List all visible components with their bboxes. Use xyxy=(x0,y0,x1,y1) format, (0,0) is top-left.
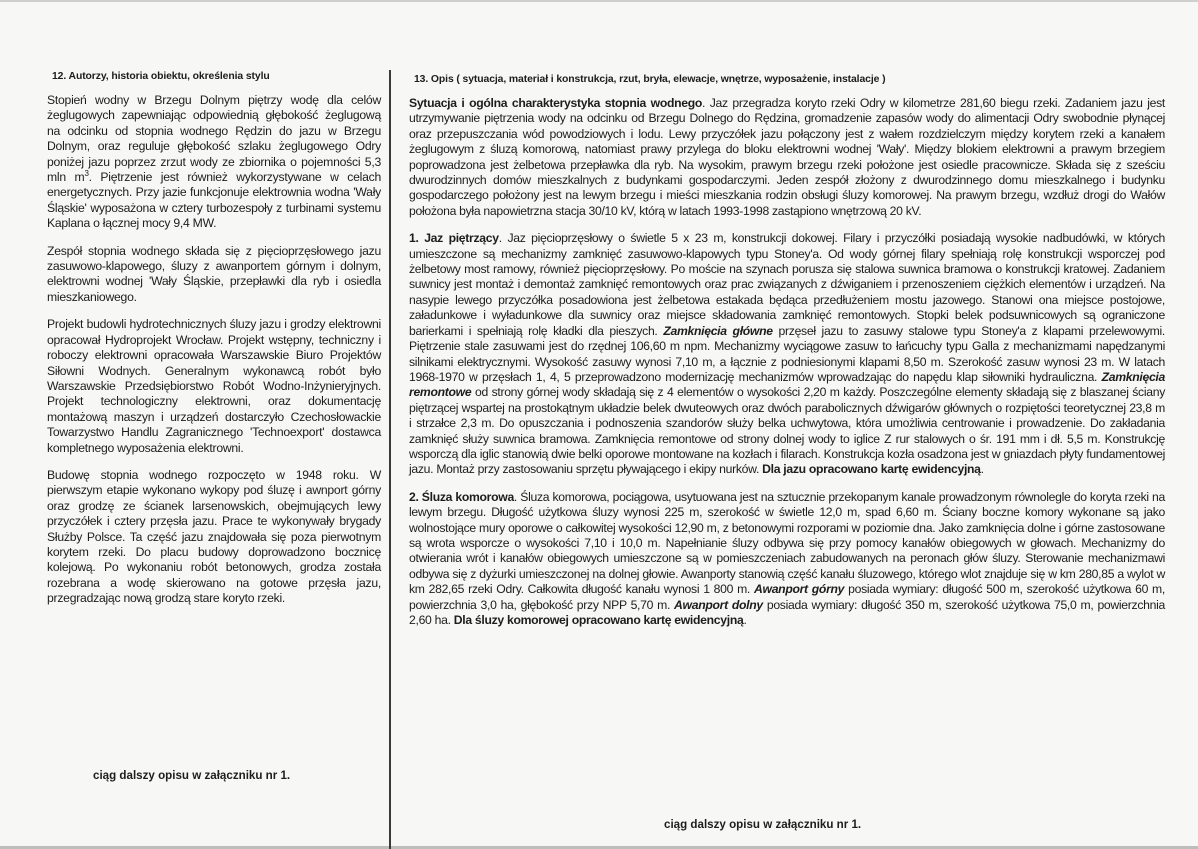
weir-text-1: . Jaz pięcioprzęsłowy o świetle 5 x 23 m, konstrukcji dokowej. Filary i przyczółki posiadają wysokie nadbudówki, w których umieszczone są mechanizmy zamknięć zasuwowo-klapowych typu Stoney'a. Od wody górnej filary spełniają rolę konstrukcji wsporczej pod żelbetowy most ramowy, również pięcioprzęsłowy. Po moście na szynach porusza się stalowa suwnica bramowa o konstrukcji kratowej. Zadaniem suwnicy jest montaż i demontaż zamknięć remontowych oraz prac związanych z dźwiganiem i przenoszeniem ciężkich elementów i urządzeń. Na nasypie lewego przyczółka posadowiona jest żelbetowa estakada będąca przedłużeniem mostu jazowego. Stanowi ona miejsce postojowe, załadunkowe i wyładunkowe dla suwnicy oraz miejsce składowania zamknięć remontowych. Stopki belek podsuwnicowych są ograniczone barierkami i spełniają rolę kładki dla pieszych. xyxy=(409,231,1165,338)
lock-closing: Dla śluzy komorowej opracowano kartę ewidencyjną xyxy=(453,613,744,627)
situation-paragraph xyxy=(409,96,1165,219)
right-continuation-note: ciąg dalszy opisu w załączniku nr 1. xyxy=(664,818,862,831)
section-13-heading: 13. Opis ( sytuacja, materiał i konstrukcja, rzut, bryła, elewacje, wnętrze, wyposażenie, instalacje ) xyxy=(414,74,886,85)
weir-repair-gates-term: Zamknięcia remontowe xyxy=(409,369,1165,400)
weir-closing: Dla jazu opracowano kartę ewidencyjną xyxy=(762,462,981,477)
history-paragraph-1-text-a: Stopień wodny w Brzegu Dolnym piętrzy wodę dla celów żeglugowych zapewniając odpowiednią głębokość żeglugową na odcinku od stopnia wodnego Rędzin do jazu w Brzegu Dolnym, oraz reguluje głębokość szlaku żeglugowego Odry poniżej jazu poprzez zrzut wody ze zbiornika o pojemności 5,3 mln m xyxy=(47,93,381,185)
lock-closing-end: . xyxy=(743,613,747,627)
lock-lower-harbour-term: Awanport dolny xyxy=(674,597,763,612)
history-paragraph-3: Projekt budowli hydrotechnicznych śluzy jazu i grodzy elektrowni opracował Hydroprojekt Wrocław. Projekt wstępny, techniczny i roboczy elektrowni opracowała Warszawskie Biuro Projektów Siłowni Wodnych. Generalnym wykonawcą robót było Warszawskie Przedsiębiorstwo Robót Wodno-Inżynieryjnych. Projekt technologiczny elektrowni, oraz dokumentację montażową maszyn i urządzeń dostarczyło Czechosłowackie Towarzystwo Handlu Zagranicznego 'Technoexport' dostawca kompletnego wyposażenia elektrowni. xyxy=(47,317,381,455)
lock-text-3: posiada wymiary: długość 350 m, szerokość użytkowa 75,0 m, powierzchnia 2,60 ha. xyxy=(409,597,1165,627)
weir-paragraph xyxy=(409,231,1165,478)
history-paragraph-1-text-b: . Piętrzenie jest również wykorzystywane w celach energetycznych. Przy jazie funkcjonuje elektrownia wodna 'Wały Śląskie' wyposażona w cztery turbozespoły z turbinami systemu Kaplana o łącznej mocy 9,4 MW. xyxy=(47,170,381,231)
situation-title: Sytuacja i ogólna charakterystyka stopnia wodnego xyxy=(409,96,703,110)
section-12-body xyxy=(47,93,381,619)
lock-upper-harbour-term: Awanport górny xyxy=(754,582,845,597)
section-13-body xyxy=(409,96,1165,640)
section-12-heading: 12. Autorzy, historia obiektu, określenia stylu xyxy=(52,71,270,82)
page-top-edge xyxy=(0,0,1198,2)
weir-title: 1. Jaz piętrzący xyxy=(409,231,499,246)
weir-text-3: od strony górnej wody składają się z 4 elementów o wysokości 2,20 m każdy. Poszczególne elementy składają się z blaszanej ściany piętrzącej wspartej na prostokątnym układzie belek dwuteowych oraz dwóch parabolicznych dźwigarów głównych o rozpiętości teoretycznej 23,8 m i strzałce 2,3 m. Do opuszczania i podnoszenia szandorów służy belka uchwytowa, która umożliwia centrowanie i prowadzenie. Do zakładania zamknięć służy suwnica bramowa. Zamknięcia remontowe od strony dolnej wody to iglice Z rur stalowych o śr. 191 mm i dł. 5,5 m. Konstrukcję wsporczą dla iglic stanowią dwie belki oporowe montowane na kozłach i filarach. Konstrukcja kozła osadzona jest w gniazdach płyty fundamentowej jazu. Montaż przy zastosowaniu sprzętu pływającego i ekipy nurków. xyxy=(409,385,1165,477)
history-paragraph-2: Zespół stopnia wodnego składa się z pięcioprzęsłowego jazu zasuwowo-klapowego, śluzy z awanportem górnym i dolnym, elektrowni wodnej 'Wały Śląskie, przepławki dla ryb i osiedla mieszkaniowego. xyxy=(47,243,381,304)
weir-closing-end: . xyxy=(980,462,984,477)
cubic-superscript: 3 xyxy=(84,168,89,178)
lock-text-1: . Śluza komorowa, pociągowa, usytuowana jest na sztucznie przekopanym kanale prowadzonym równolegle do koryta rzeki na lewym brzegu. Długość użytkowa śluzy wynosi 225 m, szerokość w świetle 12,0 m, spad 6,60 m. Ściany boczne komory wykonane są jako wolnostojące mury oporowe o całkowitej wysokości 12,90 m, z betonowymi rozporami w poziomie dna. Jako zamknięcia dolne i górne zastosowane są wrota wsporcze o wysokości 7,10 i 10,0 m. Napełnianie śluzy odbywa się przy pomocy kanałów obiegowych w głowach. Mechanizmy do otwierania wrót i kanałów obiegowych umieszczone są w pomieszczeniach zabudowanych na peronach głów śluzy. Sterowanie mechanizmawi odbywa się z dyżurki umieszczonej na dolnej głowie. Awanporty stanowią część kanału śluzowego, którego wlot znajduje się w km 280,85 a wylot w km 282,65 rzeki Odry. Całkowita długość kanału wynosi 1 800 m. xyxy=(409,489,1165,597)
left-continuation-note: ciąg dalszy opisu w załączniku nr 1. xyxy=(93,769,291,782)
column-divider xyxy=(389,70,391,849)
situation-text: . Jaz przegradza koryto rzeki Odry w kilometrze 281,60 biegu rzeki. Zadaniem jazu jest utrzymywanie piętrzenia wody na odcinku od Brzegu Dolnego do Rędzina, gromadzenie zapasów wody do alimentacji Odry swobodnie płynącej oraz przepuszczania wód powodziowych i lodu. Lewy przyczółek jazu połączony jest z wałem rozdzielczym między korytem rzeki a kanałem żeglugowym z śluzą komorową, natomiast prawy przylega do bloku elektrowni wodnej 'Wały'. Między blokiem elektrowni a prawym brzegiem poprowadzona jest żelbetowa przepławka dla ryb. Na wysokim, prawym brzegu rzeki położone jest osiedle pracownicze. Składa się z sześciu dwurodzinnych domów mieszkalnych z budynkami gospodarczymi. Jeden zespół złożony z dwurodzinnego domu mieszkalnego i budynku gospodarczego położony jest na lewym brzegu i mieści mieszkania rodzin obsługi śluzy komorowej. Na prawym brzegu, wzdłuż drogi do Wałów położona była napowietrzna stacja 30/10 kV, którą w latach 1993-1998 zastąpiono wnętrzową 20 kV. xyxy=(409,96,1165,218)
weir-text-2: przęseł jazu to zasuwy stalowe typu Stoney'a z klapami przelewowymi. Piętrzenie stale zasuwami jest do rzędnej 106,60 m npm. Mechanizmy wyciągowe zasuw to łańcuchy typu Galla z mechanizmami napędzanymi silnikami elektrycznymi. Wysokość zasuwy wynosi 7,10 m, a łącznie z podniesionymi klapami 8,50 m. Szerokość zasuw wynosi 23 m. W latach 1968-1970 w przęsłach 1, 4, 5 przeprowadzono modernizację mechanizmów wprowadzając do napędu klap siłowniki hydrauliczna. xyxy=(409,323,1166,384)
weir-main-gates-term: Zamknięcia główne xyxy=(663,323,773,338)
history-paragraph-1 xyxy=(47,93,381,232)
lock-title: 2. Śluza komorowa xyxy=(409,489,514,504)
lock-text-2: posiada wymiary: długość 500 m, szerokość użytkowa 60 m, powierzchnia 3,0 ha, głębokość przy NPP 5,70 m. xyxy=(409,582,1165,612)
history-paragraph-4: Budowę stopnia wodnego rozpoczęto w 1948 roku. W pierwszym etapie wykonano wykopy pod śluzę i awnport górny oraz grodzę ze ścianek larsenowskich, obejmujących lewy przyczółek i cztery przęsła jazu. Prace te wykonywały brygady Służby Polsce. Ta część jazu znajdowała się poza pierwotnym korytem rzeki. Do placu budowy doprowadzono bocznicę kolejową. Po wykonaniu robót betonowych, grodza została rozebrana a wodę skierowano na gotowe przęsła jazu, przegradzając nową grodzą stare koryto rzeki. xyxy=(47,467,381,606)
lock-paragraph xyxy=(409,490,1165,629)
